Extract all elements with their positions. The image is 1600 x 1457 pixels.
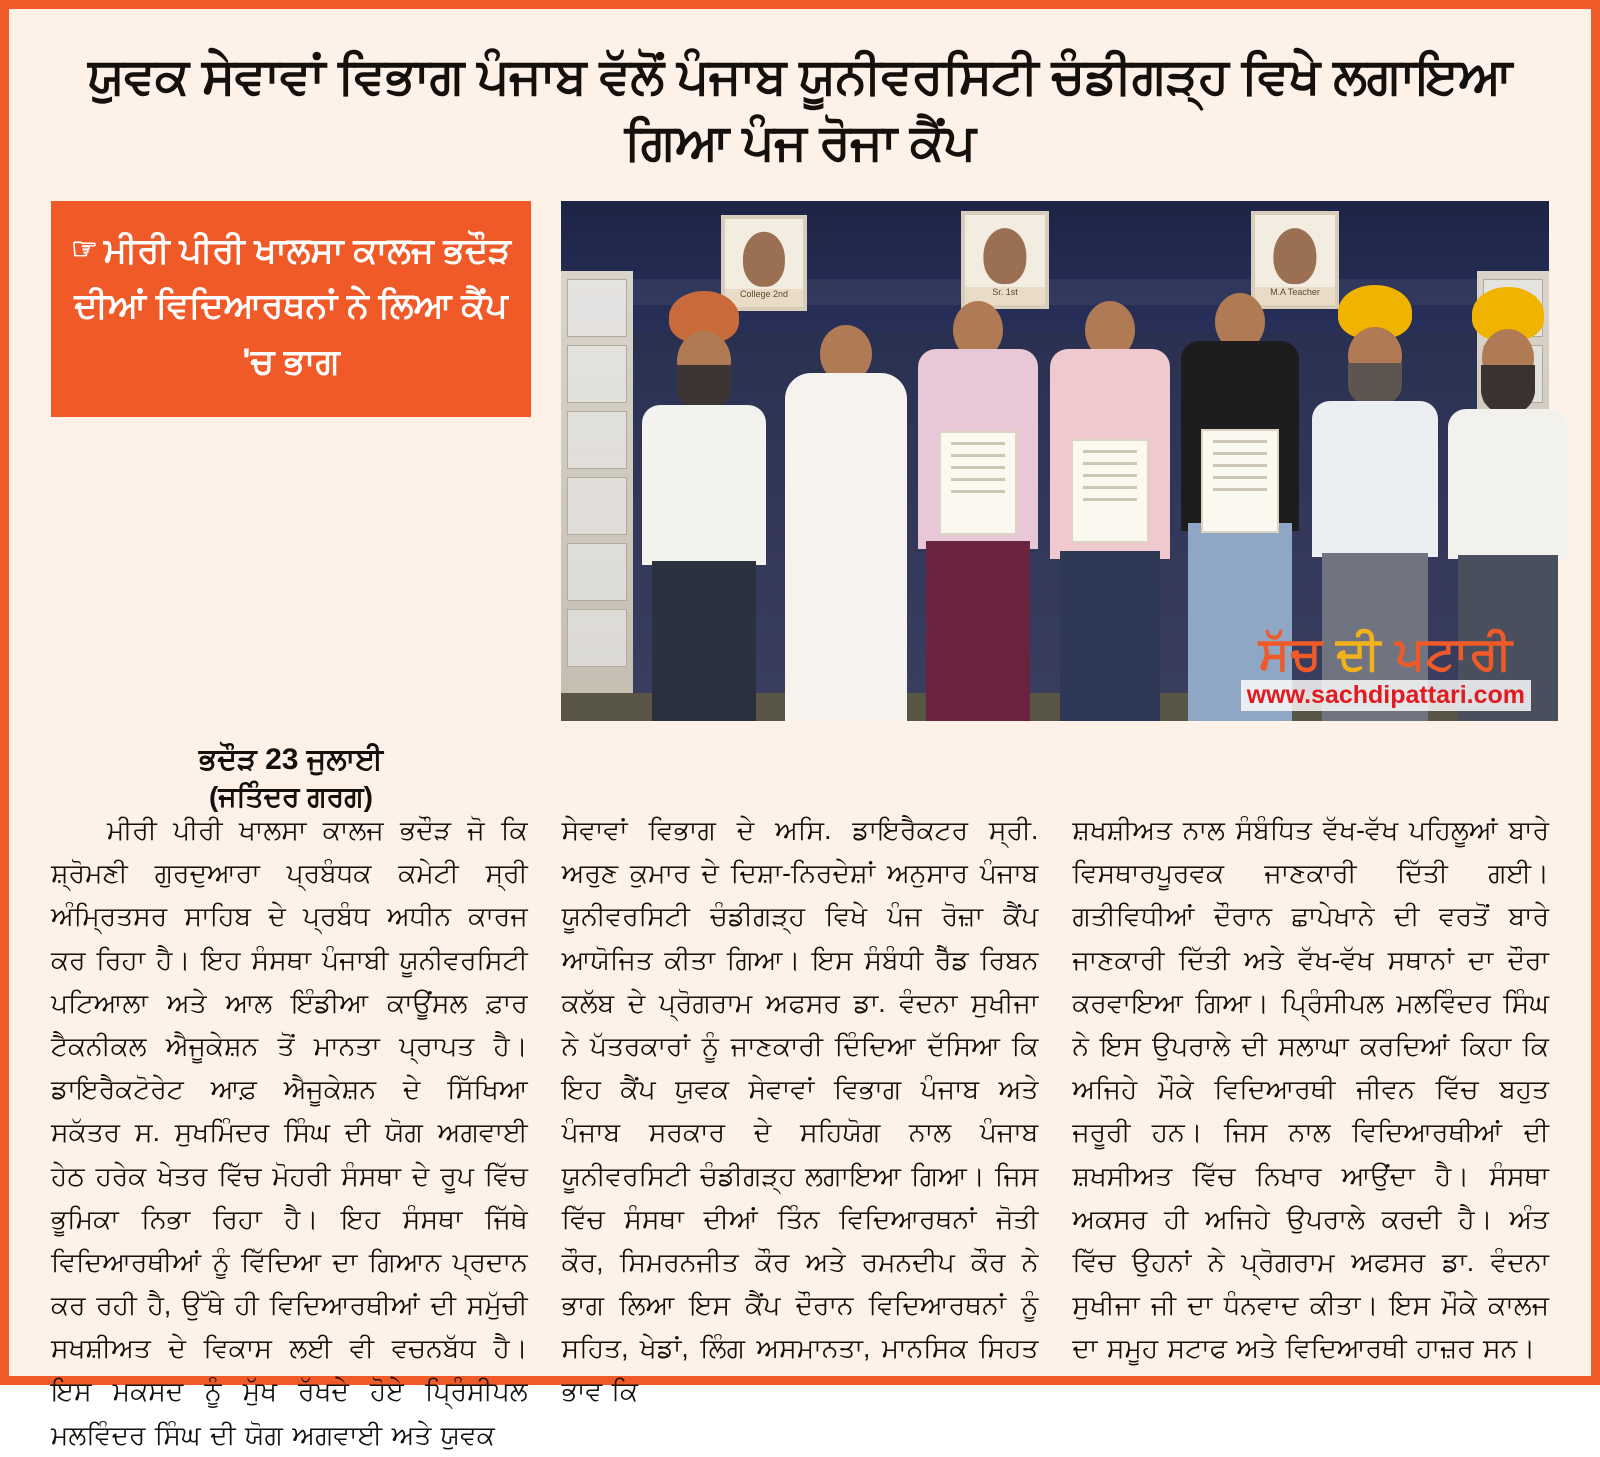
subheadline-text: ਮੀਰੀ ਪੀਰੀ ਖਾਲਸਾ ਕਾਲਜ ਭਦੌੜ ਦੀਆਂ ਵਿਦਿਆਰਥਨਾਂ ਨੇ ਲਿਆ ਕੈਂਪ 'ਚ ਭਾਗ xyxy=(74,231,512,381)
portrait-face xyxy=(1273,228,1316,284)
torso xyxy=(642,405,766,565)
watermark-brand-part3: ਪਟਾਰੀ xyxy=(1395,627,1513,679)
legs xyxy=(926,541,1030,721)
legs xyxy=(652,561,756,721)
article-column-3 xyxy=(1072,809,1549,1362)
torso xyxy=(1312,401,1438,557)
subheadline-box xyxy=(51,201,531,417)
group-photo xyxy=(561,201,1549,721)
page-title: ਯੁਵਕ ਸੇਵਾਵਾਂ ਵਿਭਾਗ ਪੰਜਾਬ ਵੱਲੋਂ ਪੰਜਾਬ ਯੂਨੀਵਰਸਿਟੀ ਚੰਡੀਗੜ੍ਹ ਵਿਖੇ ਲਗਾਇਆ ਗਿਆ ਪੰਜ ਰੋਜਾ ਕੈਂਪ xyxy=(87,48,1513,170)
watermark-brand-part1: ਸੱਚ xyxy=(1258,627,1323,679)
torso xyxy=(785,373,907,721)
article-column-2 xyxy=(561,809,1039,1407)
person-figure xyxy=(1045,293,1175,721)
torso xyxy=(1448,409,1568,559)
portrait-caption: College 2nd xyxy=(725,289,803,307)
legs xyxy=(1060,551,1160,721)
article-paragraph: ਮੀਰੀ ਪੀਰੀ ਖਾਲਸਾ ਕਾਲਜ ਭਦੌੜ ਜੋ ਕਿ ਸ਼੍ਰੋਮਣੀ ਗੁਰਦੁਆਰਾ ਪ੍ਰਬੰਧਕ ਕਮੇਟੀ ਸ੍ਰੀ ਅੰਮ੍ਰਿਤਸਰ ਸਾਹਿਬ ਦੇ ਪ੍ਰਬੰਧ ਅਧੀਨ ਕਾਰਜ ਕਰ ਰਿਹਾ ਹੈ। ਇਹ ਸੰਸਥਾ ਪੰਜਾਬੀ ਯੂਨੀਵਰਸਿਟੀ ਪਟਿਆਲਾ ਅਤੇ ਆਲ ਇੰਡੀਆ ਕਾਊਂਸਲ ਫ਼ਾਰ ਟੈਕਨੀਕਲ ਐਜੂਕੇਸ਼ਨ ਤੋਂ ਮਾਨਤਾ ਪ੍ਰਾਪਤ ਹੈ। ਡਾਇਰੈਕਟੋਰੇਟ ਆਫ਼ ਐਜੂਕੇਸ਼ਨ ਦੇ ਸਿੱਖਿਆ ਸਕੱਤਰ ਸ. ਸੁਖਮਿੰਦਰ ਸਿੰਘ ਦੀ ਯੋਗ ਅਗਵਾਈ ਹੇਠ ਹਰੇਕ ਖੇਤਰ ਵਿੱਚ ਮੋਹਰੀ ਸੰਸਥਾ ਦੇ ਰੂਪ ਵਿੱਚ ਭੂਮਿਕਾ ਨਿਭਾ ਰਿਹਾ ਹੈ। ਇਹ ਸੰਸਥਾ ਜਿੱਥੇ ਵਿਦਿਆਰਥੀਆਂ ਨੂੰ ਵਿੱਦਿਆ ਦਾ ਗਿਆਨ ਪ੍ਰਦਾਨ ਕਰ ਰਹੀ ਹੈ, ਉੱਥੇ ਹੀ ਵਿਦਿਆਰਥੀਆਂ ਦੀ ਸਮੁੱਚੀ ਸਖਸ਼ੀਅਤ ਦੇ ਵਿਕਾਸ ਲਈ ਵੀ ਵਚਨਬੱਧ ਹੈ। ਇਸ ਮਕਸਦ ਨੂੰ ਮੁੱਖ ਰੱਖਦੇ ਹੋਏ ਪ੍ਰਿੰਸੀਪਲ ਮਲਵਿੰਦਰ ਸਿੰਘ ਦੀ ਯੋਗ ਅਗਵਾਈ ਅਤੇ ਯੁਵਕ xyxy=(51,815,528,1450)
upper-section xyxy=(51,201,1549,721)
article-paragraph: ਸੇਵਾਵਾਂ ਵਿਭਾਗ ਦੇ ਅਸਿ. ਡਾਇਰੈਕਟਰ ਸ੍ਰੀ. ਅਰੁਣ ਕੁਮਾਰ ਦੇ ਦਿਸ਼ਾ-ਨਿਰਦੇਸ਼ਾਂ ਅਨੁਸਾਰ ਪੰਜਾਬ ਯੂਨੀਵਰਸਿਟੀ ਚੰਡੀਗੜ੍ਹ ਵਿਖੇ ਪੰਜ ਰੋਜ਼ਾ ਕੈਂਪ ਆਯੋਜਿਤ ਕੀਤਾ ਗਿਆ। ਇਸ ਸੰਬੰਧੀ ਰੈੱਡ ਰਿਬਨ ਕਲੱਬ ਦੇ ਪ੍ਰੋਗਰਾਮ ਅਫਸਰ ਡਾ. ਵੰਦਨਾ ਸੁਖੀਜਾ ਨੇ ਪੱਤਰਕਾਰਾਂ ਨੂੰ ਜਾਣਕਾਰੀ ਦਿੰਦਿਆ ਦੱਸਿਆ ਕਿ ਇਹ ਕੈਂਪ ਯੁਵਕ ਸੇਵਾਵਾਂ ਵਿਭਾਗ ਪੰਜਾਬ ਅਤੇ ਪੰਜਾਬ ਸਰਕਾਰ ਦੇ ਸਹਿਯੋਗ ਨਾਲ ਪੰਜਾਬ ਯੂਨੀਵਰਸਿਟੀ ਚੰਡੀਗੜ੍ਹ ਲਗਾਇਆ ਗਿਆ। ਜਿਸ ਵਿੱਚ ਸੰਸਥਾ ਦੀਆਂ ਤਿੰਨ ਵਿਦਿਆਰਥਨਾਂ ਜੋਤੀ ਕੌਰ, ਸਿਮਰਨਜੀਤ ਕੌਰ ਅਤੇ ਰਮਨਦੀਪ ਕੌਰ ਨੇ ਭਾਗ ਲਿਆ ਇਸ ਕੈਂਪ ਦੌਰਾਨ ਵਿਦਿਆਰਥਨਾਂ ਨੂੰ ਸਹਿਤ, ਖੇਡਾਂ, ਲਿੰਗ ਅਸਮਾਨਤਾ, ਮਾਨਸਿਕ ਸਿਹਤ ਭਾਵ ਕਿ xyxy=(561,815,1039,1407)
portrait-caption: M.A Teacher xyxy=(1255,287,1335,305)
watermark-brand xyxy=(1241,627,1531,679)
person-figure xyxy=(913,291,1043,721)
watermark-url[interactable]: www.sachdipattari.com xyxy=(1241,680,1531,711)
certificate xyxy=(939,431,1017,535)
person-figure xyxy=(781,303,911,721)
certificate xyxy=(1071,439,1149,543)
byline-author: (ਜਤਿੰਦਰ ਗਰਗ) xyxy=(209,781,373,812)
person-figure xyxy=(639,291,769,721)
article-paragraph: ਸ਼ਖਸ਼ੀਅਤ ਨਾਲ ਸੰਬੰਧਿਤ ਵੱਖ-ਵੱਖ ਪਹਿਲੂਆਂ ਬਾਰੇ ਵਿਸਥਾਰਪੂਰਵਕ ਜਾਣਕਾਰੀ ਦਿੱਤੀ ਗਈ। ਗਤੀਵਿਧੀਆਂ ਦੌਰਾਨ ਛਾਪੇਖਾਨੇ ਦੀ ਵਰਤੋਂ ਬਾਰੇ ਜਾਣਕਾਰੀ ਦਿੱਤੀ ਅਤੇ ਵੱਖ-ਵੱਖ ਸਥਾਨਾਂ ਦਾ ਦੌਰਾ ਕਰਵਾਇਆ ਗਿਆ। ਪ੍ਰਿੰਸੀਪਲ ਮਲਵਿੰਦਰ ਸਿੰਘ ਨੇ ਇਸ ਉਪਰਾਲੇ ਦੀ ਸਲਾਘਾ ਕਰਦਿਆਂ ਕਿਹਾ ਕਿ ਅਜਿਹੇ ਮੌਕੇ ਵਿਦਿਆਰਥੀ ਜੀਵਨ ਵਿੱਚ ਬਹੁਤ ਜਰੂਰੀ ਹਨ। ਜਿਸ ਨਾਲ ਵਿਦਿਆਰਥੀਆਂ ਦੀ ਸ਼ਖਸੀਅਤ ਵਿੱਚ ਨਿਖਾਰ ਆਉਂਦਾ ਹੈ। ਸੰਸਥਾ ਅਕਸਰ ਹੀ ਅਜਿਹੇ ਉਪਰਾਲੇ ਕਰਦੀ ਹੈ। ਅੰਤ ਵਿੱਚ ਉਹਨਾਂ ਨੇ ਪ੍ਰੋਗਰਾਮ ਅਫਸਰ ਡਾ. ਵੰਦਨਾ ਸੁਖੀਜਾ ਜੀ ਦਾ ਧੰਨਵਾਦ ਕੀਤਾ। ਇਸ ਮੌਕੇ ਕਾਲਜ ਦਾ ਸਮੂਹ ਸਟਾਫ ਅਤੇ ਵਿਦਿਆਰਥੀ ਹਾਜ਼ਰ ਸਨ। xyxy=(1072,815,1550,1364)
byline-place-date: ਭਦੌੜ 23 ਜੁਲਾਈ xyxy=(198,743,384,776)
watermark xyxy=(1231,626,1541,715)
portrait-caption: Sr. 1st xyxy=(965,287,1045,305)
photo-left-panel xyxy=(561,271,633,721)
certificate xyxy=(1201,429,1279,533)
beard xyxy=(1481,365,1535,415)
portrait-face xyxy=(743,232,785,287)
pointing-hand-icon: ☞ xyxy=(71,233,98,266)
byline xyxy=(51,743,531,814)
article-column-1 xyxy=(51,809,528,1450)
article-body xyxy=(51,809,1550,1450)
watermark-brand-part2: ਦੀ xyxy=(1336,627,1382,679)
portrait-face xyxy=(983,228,1026,284)
